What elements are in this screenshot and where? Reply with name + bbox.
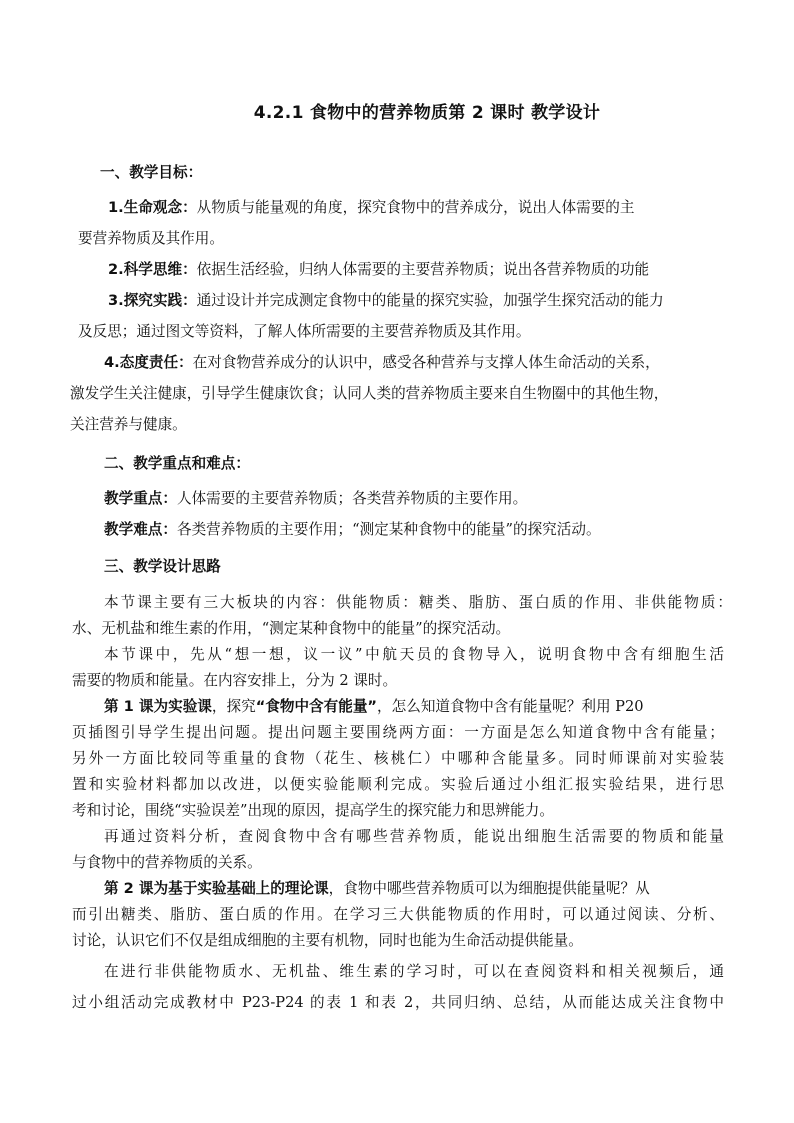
- paragraph-text: ，食物中哪些营养物质可以为细胞提供能量呢？从: [328, 880, 650, 897]
- objective-label: 1.生命观念：: [108, 199, 197, 216]
- paragraph-4-line-2: 与食物中的营养物质的关系。: [72, 854, 262, 871]
- section-heading-design: 三、教学设计思路: [104, 558, 221, 575]
- paragraph-5-line-3: 讨论，认识它们不仅是组成细胞的主要有机物，同时也能为生命活动提供能量。: [72, 932, 583, 949]
- paragraph-5-line-1: [104, 879, 650, 899]
- objective-label: 2.科学思维：: [108, 261, 197, 278]
- paragraph-3-line-3: 另外一方面比较同等重量的食物（花生、核桃仁）中哪种含能量多。同时师课前对实验装: [72, 750, 724, 767]
- difficult-point-text: 各类营养物质的主要作用；“测定某种食物中的能量”的探究活动。: [176, 521, 601, 538]
- lesson-2-label: 第 2 课为基于实验基础上的理论课: [104, 880, 329, 897]
- paragraph-6-line-2: 过小组活动完成教材中 P23-P24 的表 1 和表 2，共同归纳、总结，从而能达成关注食物中: [72, 994, 724, 1011]
- paragraph-text: ，怎么知道食物中含有能量呢？利用 P20: [377, 698, 644, 715]
- objective-text: 从物质与能量观的角度，探究食物中的营养成分，说出人体需要的主: [196, 199, 635, 216]
- paragraph-6-line-1: 在进行非供能物质水、无机盐、维生素的学习时，可以在查阅资料和相关视频后，通: [104, 963, 724, 980]
- objective-text: 在对食物营养成分的认识中，感受各种营养与支撑人体生命活动的关系，: [192, 354, 660, 371]
- objective-item-2: [108, 260, 649, 280]
- objective-label: 4.态度责任：: [104, 354, 193, 371]
- objective-text: 依据生活经验，归纳人体需要的主要营养物质；说出各营养物质的功能: [196, 261, 650, 278]
- objective-text: 通过设计并完成测定食物中的能量的探究实验，加强学生探究活动的能力: [196, 292, 664, 309]
- objective-item-3: [108, 291, 664, 311]
- key-point-label: 教学重点：: [104, 490, 177, 507]
- paragraph-2-line-1: 本节课中，先从“想一想，议一议”中航天员的食物导入，说明食物中含有细胞生活: [104, 646, 724, 663]
- key-point-text: 人体需要的主要营养物质；各类营养物质的主要作用。: [176, 490, 528, 507]
- section-heading-key-points: 二、教学重点和难点：: [104, 455, 250, 472]
- paragraph-2-line-2: 需要的物质和能量。在内容安排上，分为 2 课时。: [72, 672, 398, 689]
- objective-item-1: [108, 198, 635, 218]
- objective-item-4-cont2: 关注营养与健康。: [70, 416, 187, 433]
- difficult-point: [104, 520, 601, 540]
- section-heading-objectives: 一、教学目标：: [100, 164, 203, 181]
- paragraph-4-line-1: 再通过资料分析，查阅食物中含有哪些营养物质，能说出细胞生活需要的物质和能量: [104, 828, 724, 845]
- paragraph-text: ，探究: [211, 698, 256, 715]
- paragraph-3-line-2: 页插图引导学生提出问题。提出问题主要围绕两方面：一方面是怎么知道食物中含有能量；: [72, 724, 724, 741]
- paragraph-3-line-1: [104, 697, 644, 717]
- objective-label: 3.探究实践：: [108, 292, 197, 309]
- paragraph-3-line-4: 置和实验材料都加以改进，以便实验能顺利完成。实验后通过小组汇报实验结果，进行思: [72, 776, 724, 793]
- paragraph-5-line-2: 而引出糖类、脂肪、蛋白质的作用。在学习三大供能物质的作用时，可以通过阅读、分析、: [72, 906, 724, 923]
- objective-item-4-cont: 激发学生关注健康，引导学生健康饮食；认同人类的营养物质主要来自生物圈中的其他生物，: [70, 385, 669, 402]
- objective-item-1-cont: 要营养物质及其作用。: [78, 230, 224, 247]
- key-point: [104, 489, 527, 509]
- difficult-point-label: 教学难点：: [104, 521, 177, 538]
- document-title: 4.2.1 食物中的营养物质第 2 课时 教学设计: [253, 103, 601, 123]
- lesson-1-label: 第 1 课为实验课: [104, 698, 212, 715]
- experiment-topic: “食物中含有能量”: [255, 698, 378, 715]
- objective-item-3-cont: 及反思；通过图文等资料，了解人体所需要的主要营养物质及其作用。: [78, 323, 531, 340]
- objective-item-4: [104, 353, 660, 373]
- paragraph-3-line-5: 考和讨论，围绕“实验误差”出现的原因，提高学生的探究能力和思辨能力。: [72, 802, 554, 819]
- paragraph-1-line-2: 水、无机盐和维生素的作用，“测定某种食物中的能量”的探究活动。: [72, 620, 511, 637]
- paragraph-1-line-1: 本节课主要有三大板块的内容：供能物质：糖类、脂肪、蛋白质的作用、非供能物质：: [104, 594, 732, 611]
